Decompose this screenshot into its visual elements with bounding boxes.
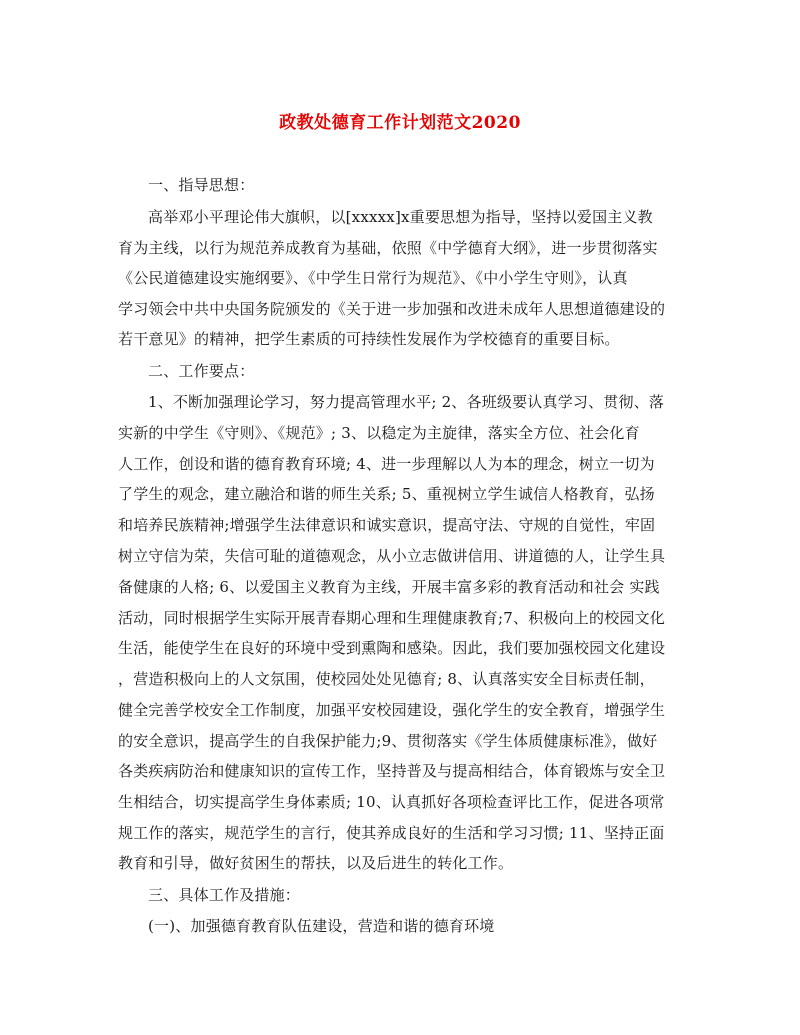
paragraph-line: 树立守信为荣，失信可耻的道德观念，从小立志做讲信用、讲道德的人，让学生具 [118,547,666,565]
paragraph-line: 学习领会中共中央国务院颁发的《关于进一步加强和改进未成年人思想道德建设的 [118,300,666,318]
section-heading-1: 一、指导思想： [148,176,255,194]
paragraph-line: 高举邓小平理论伟大旗帜，以[xxxxx]x重要思想为指导，坚持以爱国主义教 [148,208,653,226]
paragraph-line: 1、不断加强理论学习，努力提高管理水平; 2、各班级要认真学习、贯彻、落 [148,393,665,411]
paragraph-line: 《公民道德建设实施纲要》、《中学生日常行为规范》、《中小学生守则》，认真 [118,269,628,287]
paragraph-line: 人工作，创设和谐的德育教育环境; 4、进一步理解以人为本的理念，树立一切为 [118,455,655,473]
section-heading-2: 二、工作要点： [148,362,255,380]
paragraph-line: 活动，同时根据学生实际开展青春期心理和生理健康教育;7、积极向上的校园文化 [118,609,666,627]
paragraph-line: 教育和引导，做好贫困生的帮扶，以及后进生的转化工作。 [118,854,514,872]
paragraph-line: 若干意见》的精神，把学生素质的可持续性发展作为学校德育的重要目标。 [118,330,620,348]
paragraph-line: 生相结合，切实提高学生身体素质; 10、认真抓好各项检查评比工作，促进各项常 [118,793,665,811]
paragraph-line: 备健康的人格; 6、以爱国主义教育为主线，开展丰富多彩的教育活动和社会 实践 [118,578,660,596]
paragraph-line: 育为主线，以行为规范养成教育为基础，依照《中学德育大纲》，进一步贯彻落实 [118,239,658,257]
paragraph-line: 规工作的落实，规范学生的言行，使其养成良好的生活和学习习惯; 11、坚持正面 [118,824,665,842]
subsection-heading-1: (一)、加强德育教育队伍建设，营造和谐的德育环境 [148,917,495,935]
paragraph-line: 实新的中学生《守则》、《规范》; 3、以稳定为主旋律，落实全方位、社会化育 [118,424,640,442]
paragraph-line: ，营造积极向上的人文氛围，使校园处处见德育; 8、认真落实安全目标责任制， [118,670,655,688]
paragraph-line: 各类疾病防治和健康知识的宣传工作，坚持普及与提高相结合，体育锻炼与安全卫 [118,762,666,780]
paragraph-line: 了学生的观念，建立融洽和谐的师生关系; 5、重视树立学生诚信人格教育，弘扬 [118,485,655,503]
paragraph-line: 和培养民族精神;增强学生法律意识和诚实意识，提高守法、守规的自觉性，牢固 [118,516,656,534]
paragraph-line: 的安全意识，提高学生的自我保护能力;9、贯彻落实《学生体质健康标准》，做好 [118,732,658,750]
section-heading-3: 三、具体工作及措施： [148,886,301,904]
paragraph-line: 健全完善学校安全工作制度，加强平安校园建设，强化学生的安全教育，增强学生 [118,701,666,719]
paragraph-line: 生活，能使学生在良好的环境中受到熏陶和感染。因此，我们要加强校园文化建设 [118,639,666,657]
document-title: 政教处德育工作计划范文2020 [279,113,521,133]
